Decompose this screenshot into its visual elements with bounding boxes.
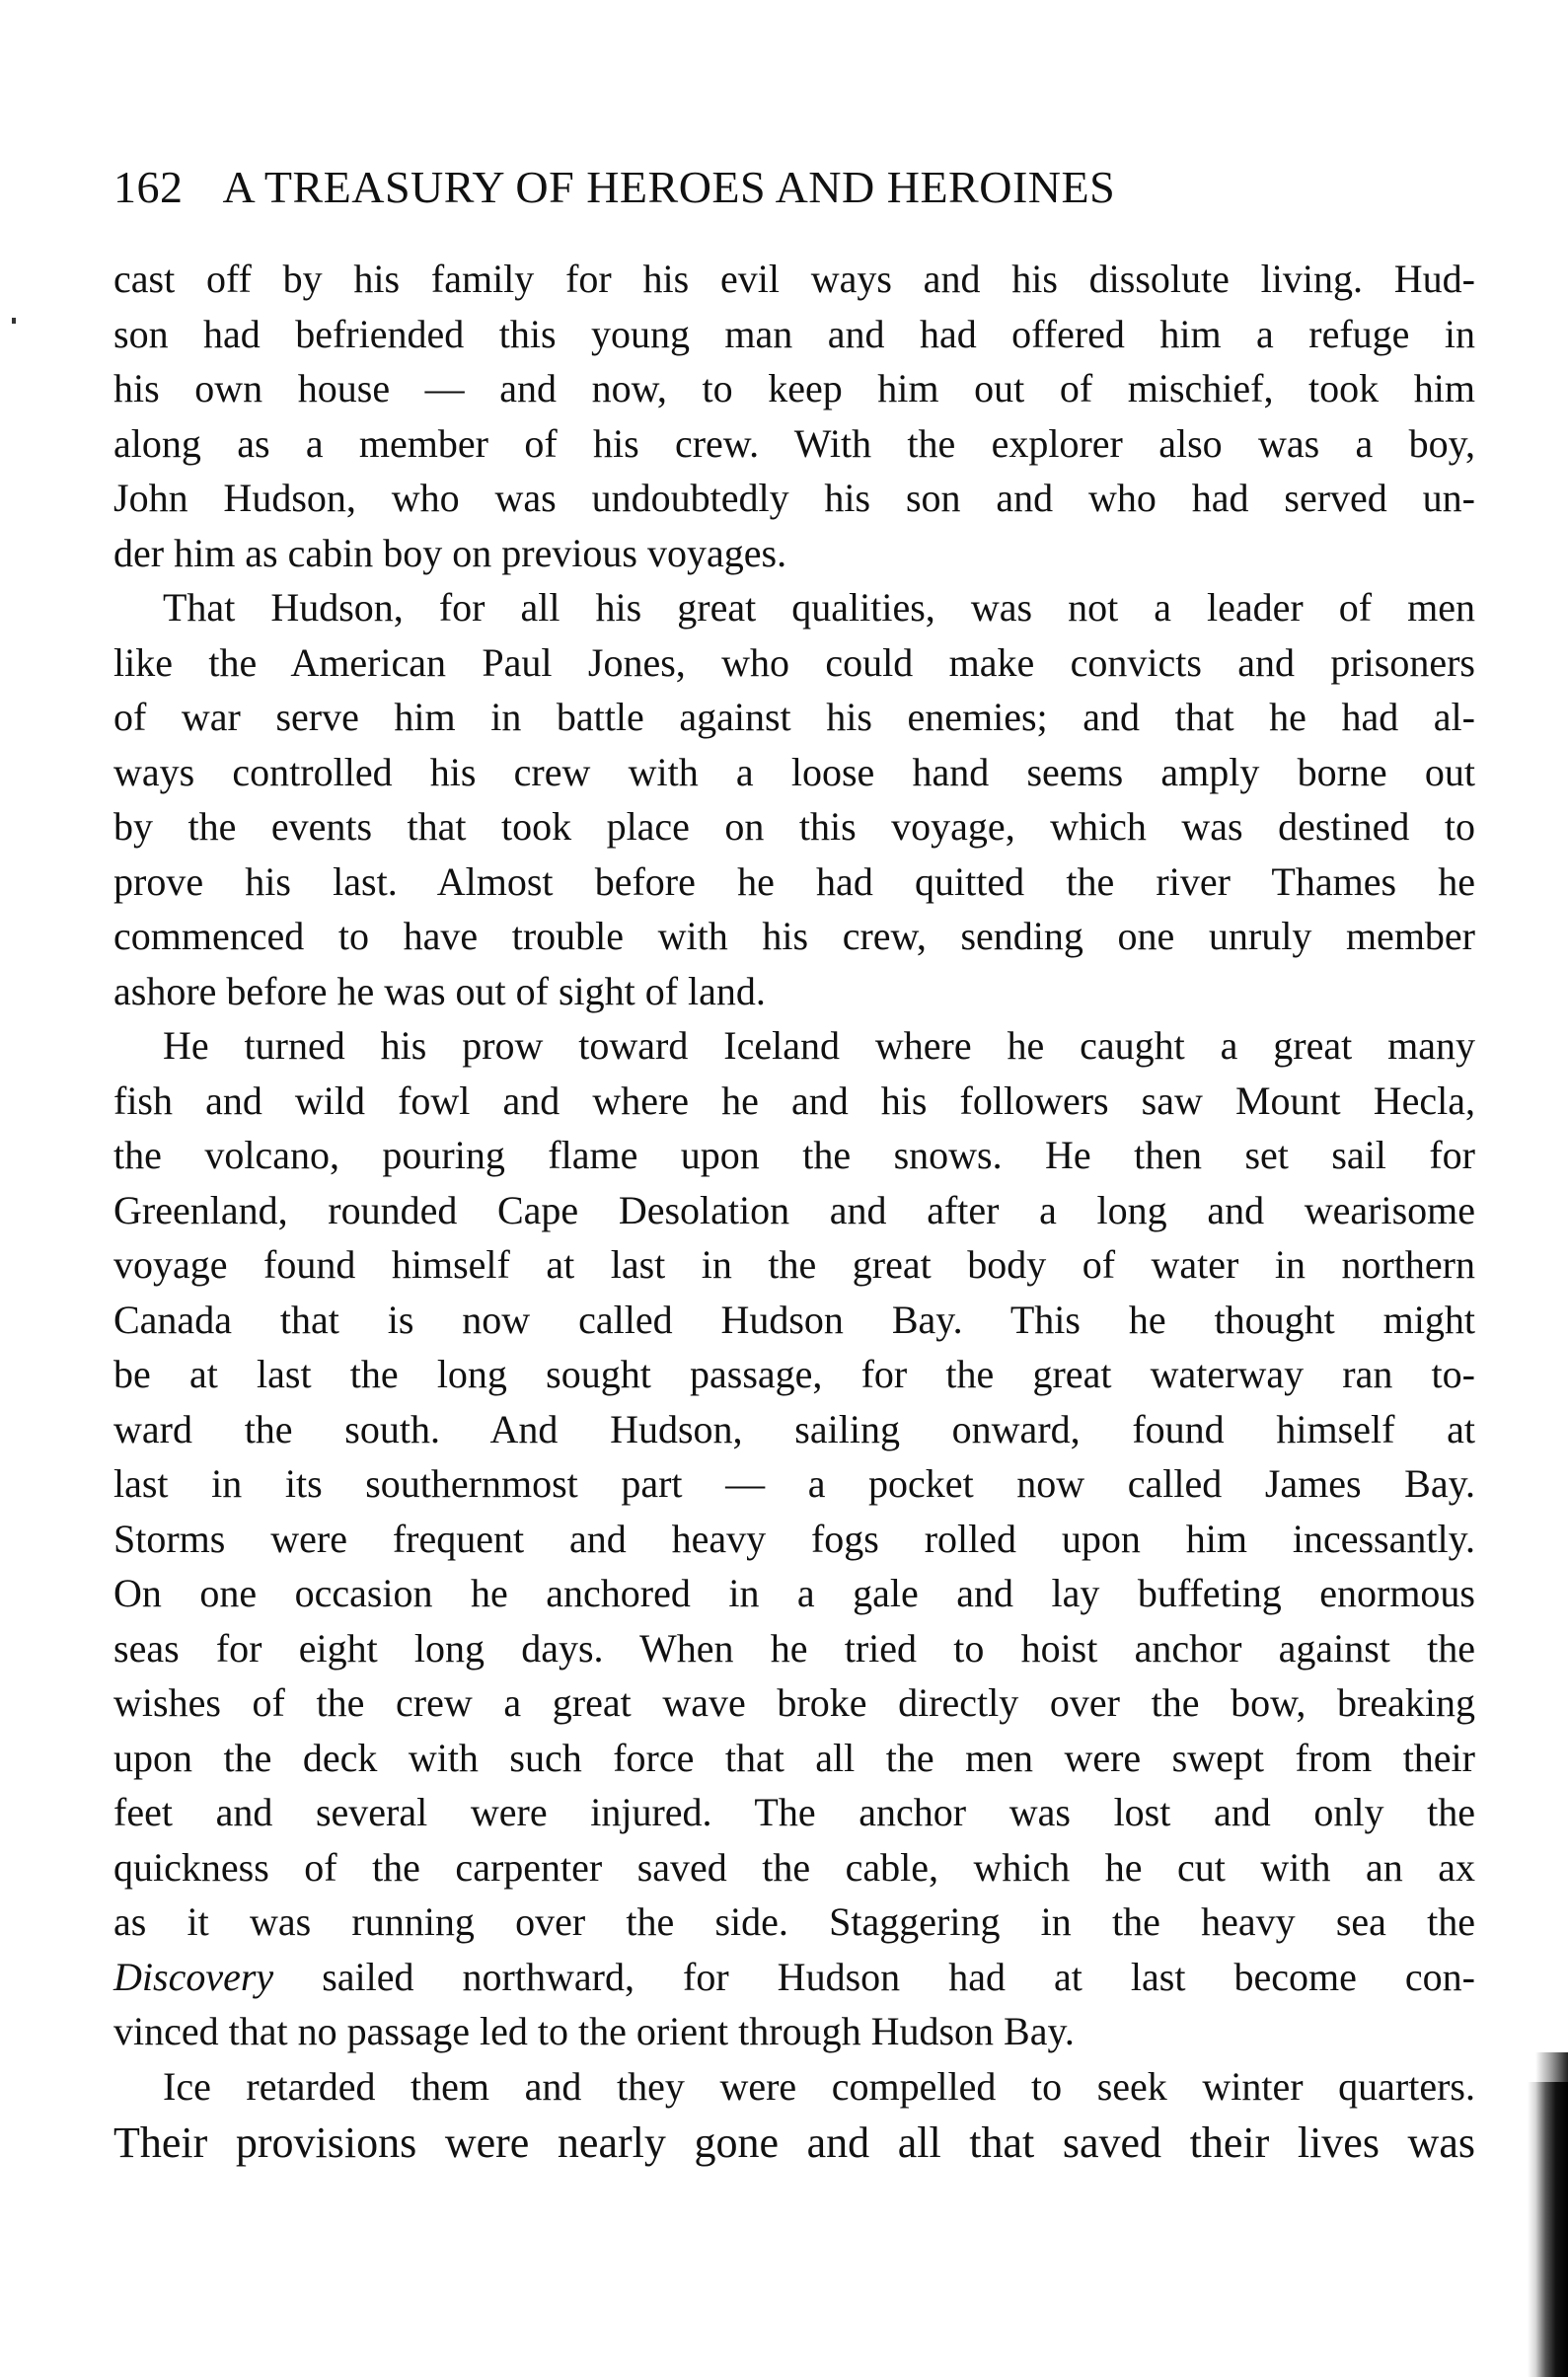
body-text (113, 252, 1475, 2171)
text-line: be at last the long sought passage, for the great waterway ran to- (113, 1352, 1475, 1396)
text-line: of war serve him in battle against his enemies; and that he had al- (113, 695, 1475, 739)
text-line: John Hudson, who was undoubtedly his son and who had served un- (113, 476, 1475, 520)
text-line: ward the south. And Hudson, sailing onward, found himself at (113, 1406, 1475, 1451)
text-line: ashore before he was out of sight of land. (113, 968, 766, 1013)
text-line: voyage found himself at last in the great body of water in northern (113, 1242, 1475, 1287)
running-header (113, 158, 1485, 217)
text-line: vinced that no passage led to the orient through Hudson Bay. (113, 2009, 1075, 2053)
text-line: last in its southernmost part — a pocket now called James Bay. (113, 1461, 1475, 1506)
text-line: Greenland, rounded Cape Desolation and after a long and wearisome (113, 1187, 1475, 1232)
text-line: commenced to have trouble with his crew, sending one unruly member (113, 914, 1475, 958)
scan-speck (12, 318, 16, 324)
ship-name: Discovery (113, 1954, 274, 1999)
text-line: son had befriended this young man and had offered him a refuge in (113, 311, 1475, 356)
text-line: seas for eight long days. When he tried to hoist anchor against the (113, 1625, 1475, 1671)
text-line: wishes of the crew a great wave broke directly over the bow, breaking (113, 1680, 1475, 1725)
text-line-discovery (113, 1950, 1475, 2005)
text-line: Their provisions were nearly gone and all that saved their lives was (113, 2118, 1475, 2167)
text-line: ways controlled his crew with a loose hand seems amply borne out (113, 749, 1475, 794)
text-line: like the American Paul Jones, who could make convicts and prisoners (113, 639, 1475, 685)
text-line: cast off by his family for his evil ways and his dissolute living. Hud- (113, 257, 1475, 301)
text-line: along as a member of his crew. With the explorer also was a boy, (113, 420, 1475, 466)
text-line-rest: sailed northward, for Hudson had at last become con- (273, 1954, 1475, 1999)
text-line: the volcano, pouring flame upon the snows. He then set sail for (113, 1133, 1475, 1177)
text-line: upon the deck with such force that all the men were swept from their (113, 1735, 1475, 1780)
text-line: feet and several were injured. The anchor was lost and only the (113, 1790, 1475, 1834)
text-line: On one occasion he anchored in a gale and lay buffeting enormous (113, 1571, 1475, 1615)
text-line: prove his last. Almost before he had quitted the river Thames he (113, 858, 1475, 904)
text-line: quickness of the carpenter saved the cable, which he cut with an ax (113, 1844, 1475, 1890)
text-line: Storms were frequent and heavy fogs rolled upon him incessantly. (113, 1516, 1475, 1561)
page-number: 162 (113, 162, 184, 212)
paragraph-start-line: That Hudson, for all his great qualities, was not a leader of men (163, 585, 1475, 630)
running-title: A TREASURY OF HEROES AND HEROINES (222, 162, 1116, 212)
scan-edge-shadow (1528, 2082, 1568, 2377)
text-line: der him as cabin boy on previous voyages. (113, 530, 787, 575)
text-line: as it was running over the side. Staggering in the heavy sea the (113, 1899, 1475, 1944)
text-line: Canada that is now called Hudson Bay. This he thought might (113, 1297, 1475, 1342)
text-line: his own house — and now, to keep him out of mischief, took him (113, 366, 1475, 410)
paragraph-start-line: Ice retarded them and they were compelled to seek winter quarters. (163, 2063, 1475, 2109)
paragraph-start-line: He turned his prow toward Iceland where he caught a great many (163, 1023, 1475, 1068)
text-line: fish and wild fowl and where he and his followers saw Mount Hecla, (113, 1077, 1475, 1123)
text-line: by the events that took place on this voyage, which was destined to (113, 804, 1475, 849)
